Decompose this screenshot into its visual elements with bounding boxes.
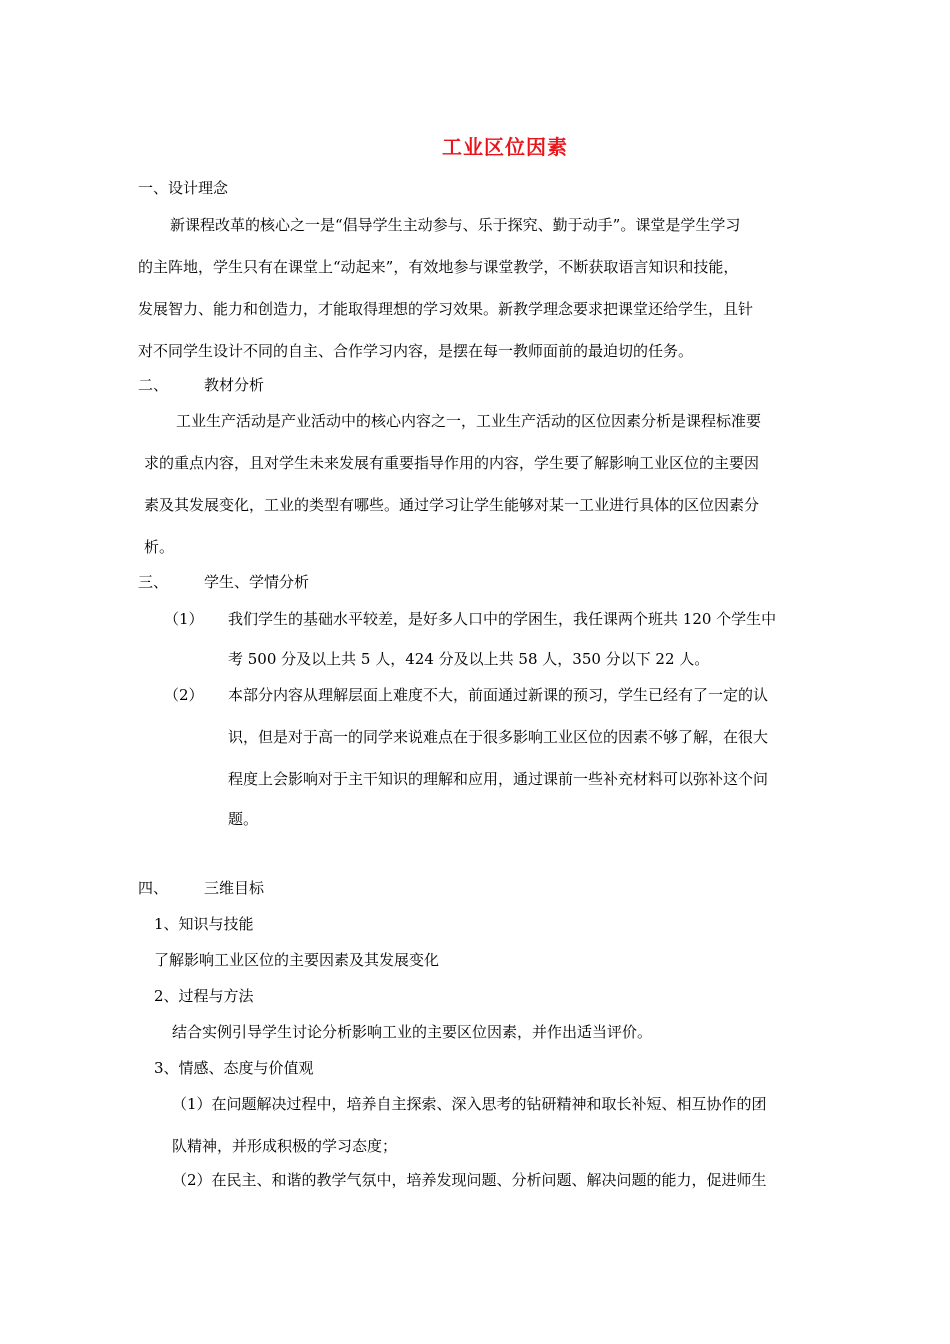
section-heading-textbook-analysis: 教材分析 <box>204 376 265 394</box>
section-heading-student-analysis: 学生、学情分析 <box>204 573 310 591</box>
s3-item-2-line-4: 题。 <box>228 810 259 828</box>
goal-knowledge-heading: 1、知识与技能 <box>154 915 254 933</box>
goal-process-text: 结合实例引导学生讨论分析影响工业的主要区位因素，并作出适当评价。 <box>172 1023 653 1041</box>
goal-emotion-1-line-2: 队精神，并形成积极的学习态度； <box>172 1137 398 1155</box>
s2-line-3: 素及其发展变化，工业的类型有哪些。通过学习让学生能够对某一工业进行具体的区位因素分 <box>144 496 760 514</box>
s1-line-1: 新课程改革的核心之一是“倡导学生主动参与、乐于探究、勤于动手”。课堂是学生学习 <box>170 216 741 234</box>
goal-process-heading: 2、过程与方法 <box>154 987 254 1005</box>
page-title: 工业区位因素 <box>442 135 568 159</box>
s3-item-2-number: （2） <box>164 686 204 704</box>
s2-line-1: 工业生产活动是产业活动中的核心内容之一，工业生产活动的区位因素分析是课程标准要 <box>176 412 762 430</box>
section-number-2: 二、 <box>138 376 169 394</box>
s1-line-2: 的主阵地，学生只有在课堂上“动起来”，有效地参与课堂教学，不断获取语言知识和技能， <box>138 258 739 276</box>
goal-knowledge-text: 了解影响工业区位的主要因素及其发展变化 <box>154 951 440 969</box>
s1-line-4: 对不同学生设计不同的自主、合作学习内容，是摆在每一教师面前的最迫切的任务。 <box>138 342 694 360</box>
section-heading-design-concept: 一、设计理念 <box>138 179 229 197</box>
section-heading-three-dim-goals: 三维目标 <box>204 879 265 897</box>
s1-line-3: 发展智力、能力和创造力，才能取得理想的学习效果。新教学理念要求把课堂还给学生，且针 <box>138 300 754 318</box>
s3-item-1-line-2: 考 500 分及以上共 5 人，424 分及以上共 58 人，350 分以下 22 人。 <box>228 650 710 668</box>
s3-item-1-number: （1） <box>164 610 204 628</box>
s2-line-2: 求的重点内容，且对学生未来发展有重要指导作用的内容，学生要了解影响工业区位的主要因 <box>144 454 760 472</box>
s3-item-2-line-3: 程度上会影响对于主干知识的理解和应用，通过课前一些补充材料可以弥补这个问 <box>228 770 769 788</box>
s3-item-2-line-2: 识，但是对于高一的同学来说难点在于很多影响工业区位的因素不够了解，在很大 <box>228 728 769 746</box>
s3-item-2-line-1: 本部分内容从理解层面上难度不大，前面通过新课的预习，学生已经有了一定的认 <box>228 686 769 704</box>
goal-emotion-2-line-1: （2）在民主、和谐的教学气氛中，培养发现问题、分析问题、解决问题的能力，促进师生 <box>172 1171 767 1189</box>
s2-line-4: 析。 <box>144 538 175 556</box>
s3-item-1-line-1: 我们学生的基础水平较差，是好多人口中的学困生，我任课两个班共 120 个学生中 <box>228 610 777 628</box>
goal-emotion-1-line-1: （1）在问题解决过程中，培养自主探索、深入思考的钻研精神和取长补短、相互协作的团 <box>172 1095 767 1113</box>
section-number-4: 四、 <box>138 879 169 897</box>
section-number-3: 三、 <box>138 573 169 591</box>
goal-emotion-heading: 3、情感、态度与价值观 <box>154 1059 314 1077</box>
